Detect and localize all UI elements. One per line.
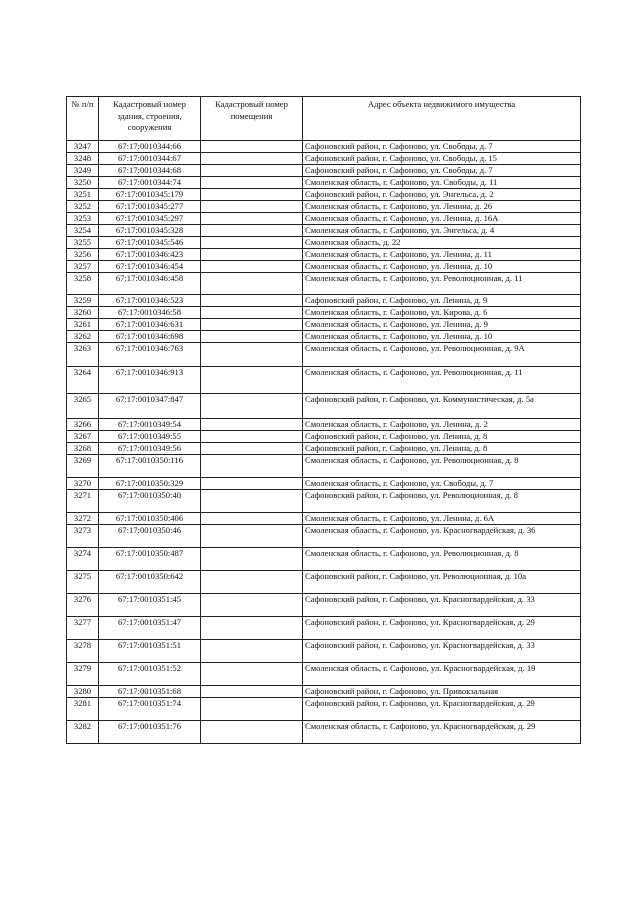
row-address: Смоленская область, г. Сафоново, ул. Ленина, д. 10 xyxy=(303,331,581,343)
table-row xyxy=(67,141,581,153)
row-room-number xyxy=(201,367,303,394)
header-address: Адрес объекта недвижимого имущества xyxy=(303,97,581,141)
row-cadastral-number: 67:17:0010350:40 xyxy=(99,490,201,513)
row-address: Смоленская область, д. 22 xyxy=(303,237,581,249)
row-num: 3271 xyxy=(67,490,99,513)
row-room-number xyxy=(201,394,303,419)
table-row xyxy=(67,525,581,548)
row-cadastral-number: 67:17:0010346:631 xyxy=(99,319,201,331)
row-num: 3251 xyxy=(67,189,99,201)
row-address: Смоленская область, г. Сафоново, ул. Красногвардейская, д. 19 xyxy=(303,663,581,686)
row-address: Сафоновский район, г. Сафоново, ул. Свободы, д. 7 xyxy=(303,165,581,177)
row-num: 3272 xyxy=(67,513,99,525)
row-address: Смоленская область, г. Сафоново, ул. Свободы, д. 7 xyxy=(303,478,581,490)
row-address: Смоленская область, г. Сафоново, ул. Ленина, д. 26 xyxy=(303,201,581,213)
row-num: 3280 xyxy=(67,686,99,698)
row-room-number xyxy=(201,295,303,307)
row-address: Сафоновский район, г. Сафоново, ул. Ленина, д. 9 xyxy=(303,295,581,307)
table-row xyxy=(67,319,581,331)
table-row xyxy=(67,367,581,394)
table-row xyxy=(67,617,581,640)
row-cadastral-number: 67:17:0010346:523 xyxy=(99,295,201,307)
row-cadastral-number: 67:17:0010346:458 xyxy=(99,273,201,295)
table-row xyxy=(67,721,581,744)
row-room-number xyxy=(201,261,303,273)
row-room-number xyxy=(201,663,303,686)
row-address: Смоленская область, г. Сафоново, ул. Свободы, д. 11 xyxy=(303,177,581,189)
row-num: 3281 xyxy=(67,698,99,721)
row-address: Сафоновский район, г. Сафоново, ул. Красногвардейская, д. 33 xyxy=(303,594,581,617)
row-cadastral-number: 67:17:0010346:454 xyxy=(99,261,201,273)
row-cadastral-number: 67:17:0010344:66 xyxy=(99,141,201,153)
row-num: 3282 xyxy=(67,721,99,744)
row-address: Смоленская область, г. Сафоново, ул. Энгельса, д. 4 xyxy=(303,225,581,237)
row-room-number xyxy=(201,513,303,525)
row-address: Сафоновский район, г. Сафоново, ул. Свободы, д. 7 xyxy=(303,141,581,153)
row-cadastral-number: 67:17:0010345:546 xyxy=(99,237,201,249)
row-cadastral-number: 67:17:0010346:763 xyxy=(99,343,201,367)
row-address: Сафоновский район, г. Сафоново, ул. Красногвардейская, д. 29 xyxy=(303,617,581,640)
row-cadastral-number: 67:17:0010350:487 xyxy=(99,548,201,571)
row-num: 3258 xyxy=(67,273,99,295)
row-room-number xyxy=(201,698,303,721)
table-row xyxy=(67,213,581,225)
table-row xyxy=(67,165,581,177)
row-cadastral-number: 67:17:0010346:698 xyxy=(99,331,201,343)
row-address: Смоленская область, г. Сафоново, ул. Ленина, д. 11 xyxy=(303,249,581,261)
row-cadastral-number: 67:17:0010344:68 xyxy=(99,165,201,177)
table-row xyxy=(67,201,581,213)
table-row xyxy=(67,513,581,525)
table-row xyxy=(67,249,581,261)
row-address: Сафоновский район, г. Сафоново, ул. Красногвардейская, д. 29 xyxy=(303,698,581,721)
row-address: Смоленская область, г. Сафоново, ул. Революционная, д. 8 xyxy=(303,455,581,478)
table-row xyxy=(67,478,581,490)
row-num: 3279 xyxy=(67,663,99,686)
row-cadastral-number: 67:17:0010346:423 xyxy=(99,249,201,261)
row-num: 3264 xyxy=(67,367,99,394)
row-cadastral-number: 67:17:0010349:54 xyxy=(99,419,201,431)
row-room-number xyxy=(201,525,303,548)
row-address: Сафоновский район, г. Сафоново, ул. Энгельса, д. 2 xyxy=(303,189,581,201)
cadastral-table xyxy=(66,96,581,744)
row-room-number xyxy=(201,189,303,201)
row-room-number xyxy=(201,490,303,513)
row-room-number xyxy=(201,273,303,295)
row-num: 3248 xyxy=(67,153,99,165)
row-num: 3269 xyxy=(67,455,99,478)
row-cadastral-number: 67:17:0010344:74 xyxy=(99,177,201,189)
row-address: Смоленская область, г. Сафоново, ул. Революционная, д. 9А xyxy=(303,343,581,367)
table-row xyxy=(67,295,581,307)
table-row xyxy=(67,594,581,617)
row-room-number xyxy=(201,443,303,455)
row-num: 3250 xyxy=(67,177,99,189)
table-row xyxy=(67,237,581,249)
row-room-number xyxy=(201,165,303,177)
row-cadastral-number: 67:17:0010350:329 xyxy=(99,478,201,490)
row-cadastral-number: 67:17:0010345:328 xyxy=(99,225,201,237)
row-cadastral-number: 67:17:0010349:55 xyxy=(99,431,201,443)
row-room-number xyxy=(201,571,303,594)
row-room-number xyxy=(201,548,303,571)
row-cadastral-number: 67:17:0010350:642 xyxy=(99,571,201,594)
row-num: 3259 xyxy=(67,295,99,307)
row-room-number xyxy=(201,201,303,213)
row-room-number xyxy=(201,343,303,367)
row-cadastral-number: 67:17:0010351:74 xyxy=(99,698,201,721)
row-num: 3274 xyxy=(67,548,99,571)
row-address: Сафоновский район, г. Сафоново, ул. Революционная, д. 8 xyxy=(303,490,581,513)
row-num: 3253 xyxy=(67,213,99,225)
row-num: 3265 xyxy=(67,394,99,419)
row-num: 3273 xyxy=(67,525,99,548)
row-address: Сафоновский район, г. Сафоново, ул. Ленина, д. 8 xyxy=(303,431,581,443)
row-cadastral-number: 67:17:0010345:179 xyxy=(99,189,201,201)
table-row xyxy=(67,548,581,571)
row-cadastral-number: 67:17:0010346:913 xyxy=(99,367,201,394)
row-address: Сафоновский район, г. Сафоново, ул. Коммунистическая, д. 5а xyxy=(303,394,581,419)
row-cadastral-number: 67:17:0010349:56 xyxy=(99,443,201,455)
row-num: 3275 xyxy=(67,571,99,594)
row-num: 3261 xyxy=(67,319,99,331)
table-row xyxy=(67,431,581,443)
row-num: 3255 xyxy=(67,237,99,249)
row-cadastral-number: 67:17:0010351:68 xyxy=(99,686,201,698)
row-cadastral-number: 67:17:0010345:297 xyxy=(99,213,201,225)
row-num: 3249 xyxy=(67,165,99,177)
table-row xyxy=(67,663,581,686)
row-address: Смоленская область, г. Сафоново, ул. Революционная, д. 8 xyxy=(303,548,581,571)
row-address: Смоленская область, г. Сафоново, ул. Революционная, д. 11 xyxy=(303,273,581,295)
row-num: 3268 xyxy=(67,443,99,455)
table-row xyxy=(67,686,581,698)
table-row xyxy=(67,177,581,189)
header-cad-building: Кадастровый номер здания, строения, сооружения xyxy=(99,97,201,141)
row-num: 3263 xyxy=(67,343,99,367)
table-row xyxy=(67,189,581,201)
row-address: Смоленская область, г. Сафоново, ул. Ленина, д. 6А xyxy=(303,513,581,525)
row-address: Смоленская область, г. Сафоново, ул. Революционная, д. 11 xyxy=(303,367,581,394)
row-cadastral-number: 67:17:0010345:277 xyxy=(99,201,201,213)
row-address: Смоленская область, г. Сафоново, ул. Ленина, д. 10 xyxy=(303,261,581,273)
row-num: 3256 xyxy=(67,249,99,261)
row-address: Смоленская область, г. Сафоново, ул. Ленина, д. 16А xyxy=(303,213,581,225)
row-address: Сафоновский район, г. Сафоново, ул. Свободы, д. 15 xyxy=(303,153,581,165)
row-room-number xyxy=(201,455,303,478)
header-cad-room: Кадастровый номер помещения xyxy=(201,97,303,141)
row-cadastral-number: 67:17:0010350:406 xyxy=(99,513,201,525)
row-address: Смоленская область, г. Сафоново, ул. Красногвардейская, д. 36 xyxy=(303,525,581,548)
row-room-number xyxy=(201,153,303,165)
row-num: 3257 xyxy=(67,261,99,273)
row-address: Смоленская область, г. Сафоново, ул. Ленина, д. 2 xyxy=(303,419,581,431)
row-room-number xyxy=(201,721,303,744)
table-body xyxy=(67,141,581,744)
row-room-number xyxy=(201,617,303,640)
table-row xyxy=(67,394,581,419)
row-num: 3278 xyxy=(67,640,99,663)
row-address: Сафоновский район, г. Сафоново, ул. Красногвардейская, д. 33 xyxy=(303,640,581,663)
table-row xyxy=(67,571,581,594)
row-room-number xyxy=(201,686,303,698)
table-row xyxy=(67,455,581,478)
row-cadastral-number: 67:17:0010351:76 xyxy=(99,721,201,744)
table-row xyxy=(67,261,581,273)
row-cadastral-number: 67:17:0010350:116 xyxy=(99,455,201,478)
table-row xyxy=(67,307,581,319)
header-num: № п/п xyxy=(67,97,99,141)
row-room-number xyxy=(201,249,303,261)
row-address: Сафоновский район, г. Сафоново, ул. Революционная, д. 10а xyxy=(303,571,581,594)
row-room-number xyxy=(201,640,303,663)
table-row xyxy=(67,443,581,455)
row-room-number xyxy=(201,177,303,189)
row-address: Смоленская область, г. Сафоново, ул. Ленина, д. 9 xyxy=(303,319,581,331)
table-row xyxy=(67,153,581,165)
table-row xyxy=(67,225,581,237)
row-room-number xyxy=(201,319,303,331)
row-room-number xyxy=(201,307,303,319)
row-cadastral-number: 67:17:0010351:52 xyxy=(99,663,201,686)
row-num: 3266 xyxy=(67,419,99,431)
table-row xyxy=(67,490,581,513)
row-cadastral-number: 67:17:0010350:46 xyxy=(99,525,201,548)
table-row xyxy=(67,273,581,295)
row-room-number xyxy=(201,594,303,617)
table-header-row xyxy=(67,97,581,141)
row-num: 3277 xyxy=(67,617,99,640)
row-room-number xyxy=(201,237,303,249)
table-row xyxy=(67,698,581,721)
table-row xyxy=(67,640,581,663)
row-room-number xyxy=(201,478,303,490)
row-address: Сафоновский район, г. Сафоново, ул. Ленина, д. 8 xyxy=(303,443,581,455)
row-address: Смоленская область, г. Сафоново, ул. Красногвардейская, д. 29 xyxy=(303,721,581,744)
row-num: 3262 xyxy=(67,331,99,343)
table-row xyxy=(67,419,581,431)
row-num: 3276 xyxy=(67,594,99,617)
row-num: 3254 xyxy=(67,225,99,237)
row-address: Смоленская область, г. Сафоново, ул. Кирова, д. 6 xyxy=(303,307,581,319)
row-num: 3267 xyxy=(67,431,99,443)
row-cadastral-number: 67:17:0010346:58 xyxy=(99,307,201,319)
table-row xyxy=(67,343,581,367)
row-address: Сафоновский район, г. Сафоново, ул. Привокзальная xyxy=(303,686,581,698)
row-cadastral-number: 67:17:0010344:67 xyxy=(99,153,201,165)
row-room-number xyxy=(201,431,303,443)
row-room-number xyxy=(201,141,303,153)
row-cadastral-number: 67:17:0010351:51 xyxy=(99,640,201,663)
table-row xyxy=(67,331,581,343)
row-cadastral-number: 67:17:0010351:47 xyxy=(99,617,201,640)
row-room-number xyxy=(201,225,303,237)
row-cadastral-number: 67:17:0010347:847 xyxy=(99,394,201,419)
row-room-number xyxy=(201,213,303,225)
row-cadastral-number: 67:17:0010351:45 xyxy=(99,594,201,617)
row-room-number xyxy=(201,331,303,343)
row-num: 3260 xyxy=(67,307,99,319)
row-num: 3252 xyxy=(67,201,99,213)
row-num: 3270 xyxy=(67,478,99,490)
row-num: 3247 xyxy=(67,141,99,153)
row-room-number xyxy=(201,419,303,431)
